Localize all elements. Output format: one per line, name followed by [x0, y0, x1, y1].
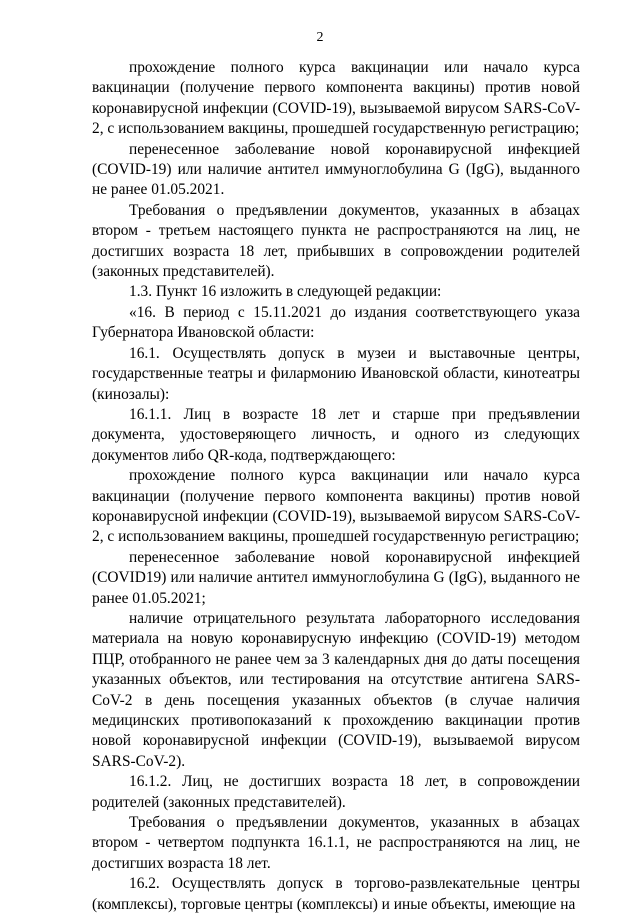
paragraph-requirements-minors-2: Требования о предъявлении документов, указанных в абзацах втором - четвертом подпункта 16.1.1, не распространяются на лиц, не достигших возраста 18 лет. — [92, 814, 580, 872]
document-body — [92, 58, 580, 915]
paragraph-vaccination-1: прохождение полного курса вакцинации или начало курса вакцинации (получение первого компонента вакцины) против новой коронавирусной инфекции (COVID-19), вызываемой вирусом SARS-CoV-2, с использованием вакцины, прошедшей государственную регистрацию; — [92, 59, 580, 138]
paragraph-negative-test: наличие отрицательного результата лабораторного исследования материала на новую коронавирусную инфекцию (COVID-19) методом ПЦР, отобранного не ранее чем за 3 календарных дня до даты посещения указанных объектов, или тестирования на отсутствие антигена SARS-CoV-2 в день посещения указанных объектов (в случае наличия медицинских противопоказаний к прохождению вакцинации против новой коронавирусной инфекции (COVID-19), вызываемой вирусом SARS-CoV-2). — [92, 609, 580, 770]
paragraph-requirements-minors-1: Требования о предъявлении документов, указанных в абзацах втором - третьем настоящего пункта не распространяются на лиц, не достигших возраста 18 лет, прибывших в сопровождении родителей (законных представителей). — [92, 201, 580, 281]
page-number: 2 — [316, 30, 324, 45]
paragraph-item-16-1-1: 16.1.1. Лиц в возрасте 18 лет и старше при предъявлении документа, удостоверяющего личность, и одного из следующих документов либо QR-кода, подтверждающего: — [92, 405, 580, 464]
paragraph-item-16: «16. В период с 15.11.2021 до издания соответствующего указа Губернатора Ивановской области: — [92, 303, 580, 342]
paragraph-item-16-1-2: 16.1.2. Лиц, не достигших возраста 18 лет, в сопровождении родителей (законных представителей). — [92, 773, 580, 811]
paragraph-item-16-1: 16.1. Осуществлять допуск в музеи и выставочные центры, государственные театры и филармонию Ивановской области, кинотеатры (кинозалы): — [92, 344, 580, 403]
paragraph-item-1-3: 1.3. Пункт 16 изложить в следующей редакции: — [129, 283, 442, 301]
paragraph-recovered-2: перенесенное заболевание новой коронавирусной инфекцией (COVID19) или наличие антител иммуноглобулина G (IgG), выданного не ранее 01.05.2021; — [92, 548, 580, 607]
paragraph-item-16-2: 16.2. Осуществлять допуск в торгово-развлекательные центры (комплексы), торговые центры (комплексы) и иные объекты, имеющие на — [92, 875, 580, 913]
paragraph-recovered-1: перенесенное заболевание новой коронавирусной инфекцией (COVID-19) или наличие антител иммуноглобулина G (IgG), выданного не ранее 01.05.2021. — [92, 140, 580, 199]
paragraph-vaccination-2: прохождение полного курса вакцинации или начало курса вакцинации (получение первого компонента вакцины) против новой коронавирусной инфекции (COVID-19), вызываемой вирусом SARS-CoV-2, с использованием вакцины, прошедшей государственную регистрацию; — [92, 467, 580, 546]
